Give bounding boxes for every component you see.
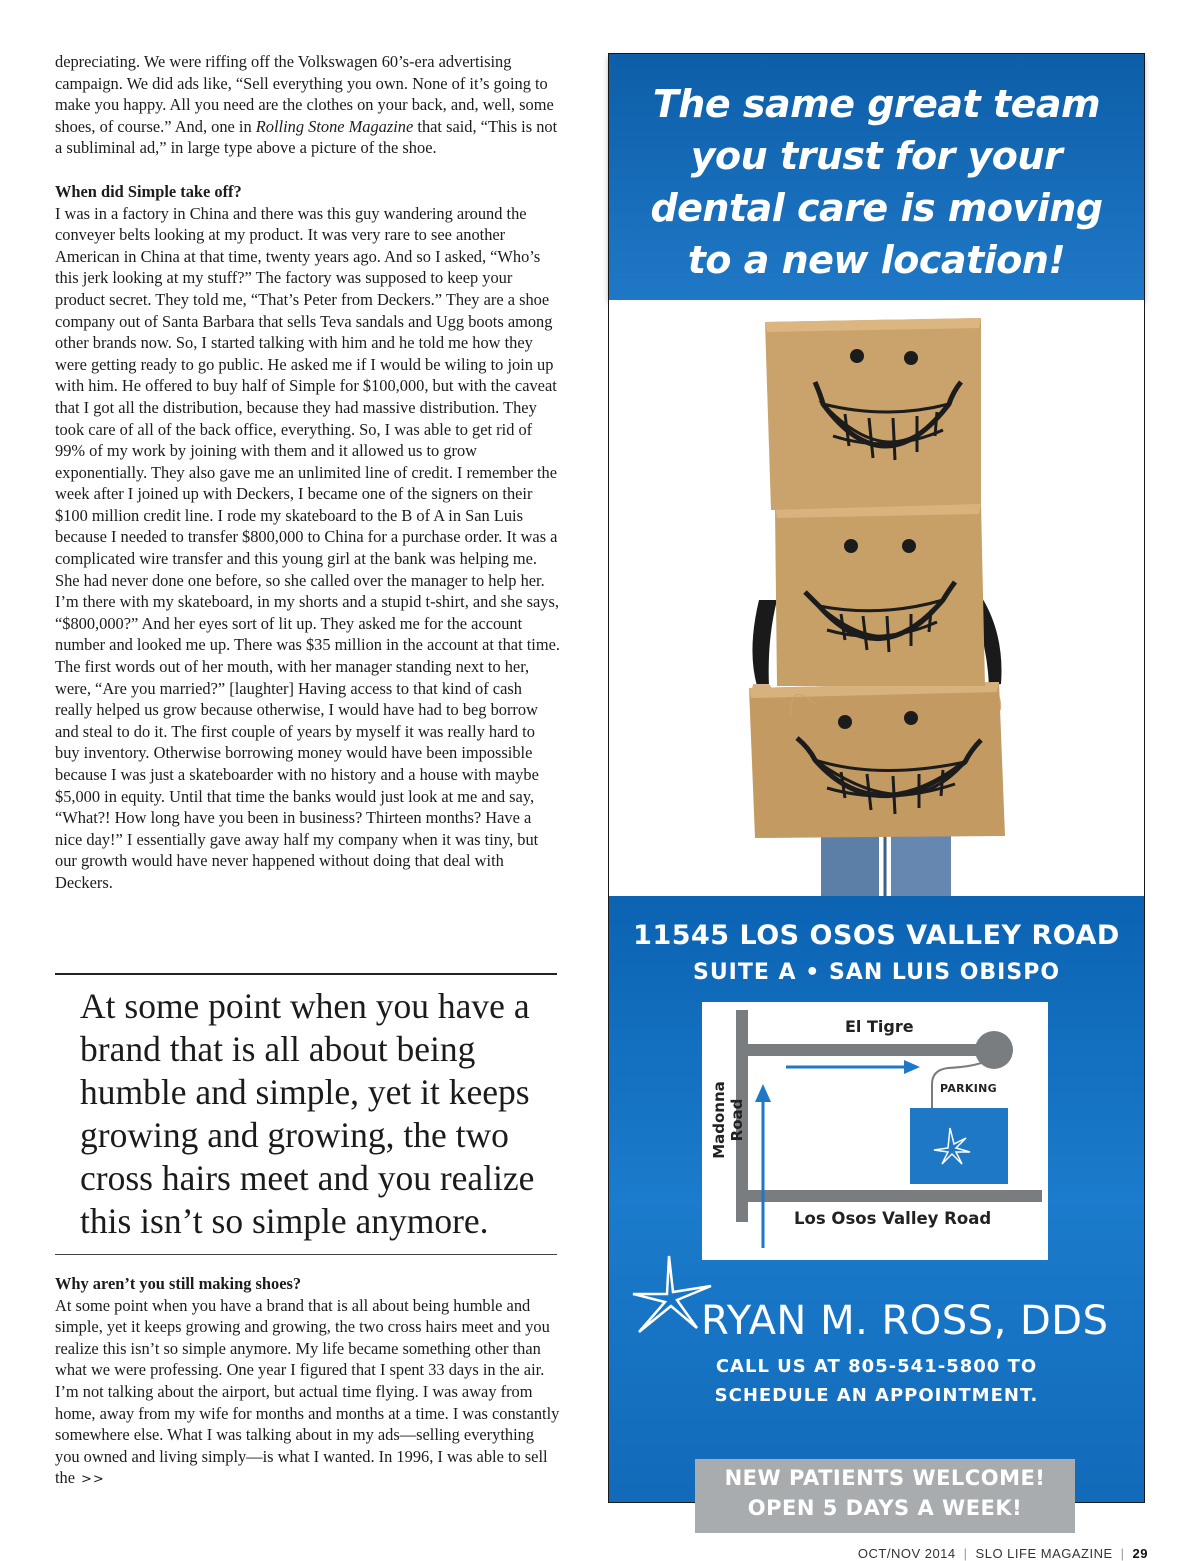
pullquote-rule-top [55, 973, 557, 975]
footer-separator: | [963, 1546, 968, 1561]
interview-question: When did Simple take off? [55, 181, 242, 201]
welcome-line-2: OPEN 5 DAYS A WEEK! [747, 1496, 1023, 1520]
welcome-text [695, 1463, 1075, 1523]
ad-headline: The same great team you trust for your dental care is moving to a new location! [650, 82, 1103, 282]
article-text: At some point when you have a brand that is all about being humble and simple, yet it keeps growing and growing, the two cross hairs meet and you realize this isn’t so simple anymore. My life became something other than what we were professing. One year I figured that I spent 33 days in the air. I’m not talking about the airport, but actual time flying. I was away from home, away from my wife for months and months at a time. I was constantly somewhere else. What I was talking about in my ads—selling everything you owned and living simply—is what I wanted. In 1996, I was able to sell the [55, 1295, 560, 1488]
page-footer [858, 1546, 1148, 1561]
address-line-2: SUITE A • SAN LUIS OBISPO [692, 960, 1061, 985]
map-label-los-osos: Los Osos Valley Road [794, 1209, 992, 1228]
magazine-name: SLO LIFE MAGAZINE [975, 1546, 1113, 1561]
smiling-boxes-photo [609, 300, 1144, 896]
map-label-parking: PARKING [940, 1082, 997, 1095]
address-line-1: 11545 LOS OSOS VALLEY ROAD [633, 920, 1120, 951]
arrow-right-icon [904, 1060, 920, 1074]
magazine-title: Rolling Stone Magazine [255, 116, 414, 136]
call-to-action [609, 1352, 1144, 1410]
interview-question: Why aren’t you still making shoes? [55, 1274, 302, 1293]
issue-date: OCT/NOV 2014 [857, 1546, 956, 1561]
pull-quote: At some point when you have a brand that is all about being humble and simple, yet it keeps growing and growing, the two cross hairs meet and you realize this isn’t so simple anymore. [80, 986, 535, 1241]
top-box [765, 318, 981, 510]
parking-lot-road [932, 1054, 994, 1108]
doctor-name: RYAN M. ROSS, DDS [701, 1298, 1109, 1344]
pullquote-rule-bottom [55, 1254, 557, 1255]
bottom-box [749, 682, 1005, 838]
call-prefix: CALL US AT [715, 1356, 849, 1377]
stacked-boxes-illustration [609, 300, 1144, 896]
article-paragraph [55, 51, 560, 159]
arrow-up-icon [755, 1084, 771, 1102]
article-text: depreciating. We were riffing off the Volkswagen 60’s-era advertising campaign. We did ads like, “Sell everything you own. None of it’s going to make you happy. All you need are the clothes on your back, and, well, some shoes, of course.” And, one in [55, 52, 554, 136]
interview-answer: I was in a factory in China and there was this guy wandering around the conveyer belts looking at my product. It was very rare to see another American in China at that time, twenty years ago. And so I asked, “Who’s this jerk looking at my stuff?” The factory was supposed to keep your product secret. They told me, “That’s Peter from Deckers.” They are a shoe company out of Santa Barbara that sells Teva sandals and Ugg boots among other brands now. So, I started talking with him and he told me how they were getting ready to go public. He asked me if I would be wiling to join up with him. He offered to buy half of Simple for $100,000, but with the caveat that I got all the distribution, because they had massive distribution. They took care of all of the back office, everything. So, I was able to get rid of 99% of my work by joining with them and it allowed us to grow exponentially. They also gave me an unlimited line of credit. I remember the week after I joined up with Deckers, I became one of the signers on their $100 million credit line. I rode my skateboard to the B of A in San Luis because I needed to transfer $800,000 to China for a purchase order. It was a complicated wire transfer and this young girl at the bank was helping me. She had never done one before, so she called over the manager to help her. I’m there with my skateboard, in my shorts and a stupid t-shirt, and she says, “$800,000?” And her eyes sort of lit up. They asked me for the account number and looked me up. There was $35 million in the account at that time. The first words out of her mouth, with her manager standing next to her, were, “Are you married?” [laughter] Having access to that kind of cash really helped us grow because otherwise, I would have had to beg borrow and steal to do it. The first couple of years by myself it was really hard to buy inventory. Otherwise borrowing money would have been impossible because I was just a skateboarder with no history and a house with maybe $5,000 in equity. Until that time the banks would just look at me and say, “What?! How long have you been in business? Thirteen months? Have a nice day!” I essentially gave away half my company when it was tiny, but our growth would have never happened without doing that deal with Deckers. [55, 203, 560, 892]
call-line-2: SCHEDULE AN APPOINTMENT. [714, 1385, 1039, 1406]
phone-number: 805-541-5800 [848, 1356, 1001, 1377]
page-number: 29 [1132, 1546, 1148, 1561]
article-text: that said, “This is not a subliminal ad,” in large type above a picture of the shoe. [55, 116, 558, 158]
interview-answer [55, 1295, 560, 1491]
article-column [55, 51, 560, 894]
middle-box [775, 504, 985, 686]
call-suffix: TO [1000, 1356, 1038, 1377]
ad-footer-band [609, 896, 1144, 1520]
article-column-continued [55, 1273, 560, 1491]
dental-advertisement [608, 53, 1145, 1520]
continued-marker: >> [81, 1472, 105, 1488]
location-map [702, 1002, 1048, 1260]
welcome-box [695, 1459, 1075, 1533]
left-arm [752, 600, 777, 686]
el-tigre-line [736, 1044, 994, 1056]
footer-separator: | [1120, 1546, 1125, 1561]
map-label-el-tigre: El Tigre [845, 1017, 914, 1036]
ad-header-band [609, 54, 1144, 300]
map-label-madonna: Madonna Road [710, 1081, 746, 1159]
welcome-line-1: NEW PATIENTS WELCOME! [724, 1466, 1046, 1490]
los-osos-road-line [736, 1190, 1042, 1202]
